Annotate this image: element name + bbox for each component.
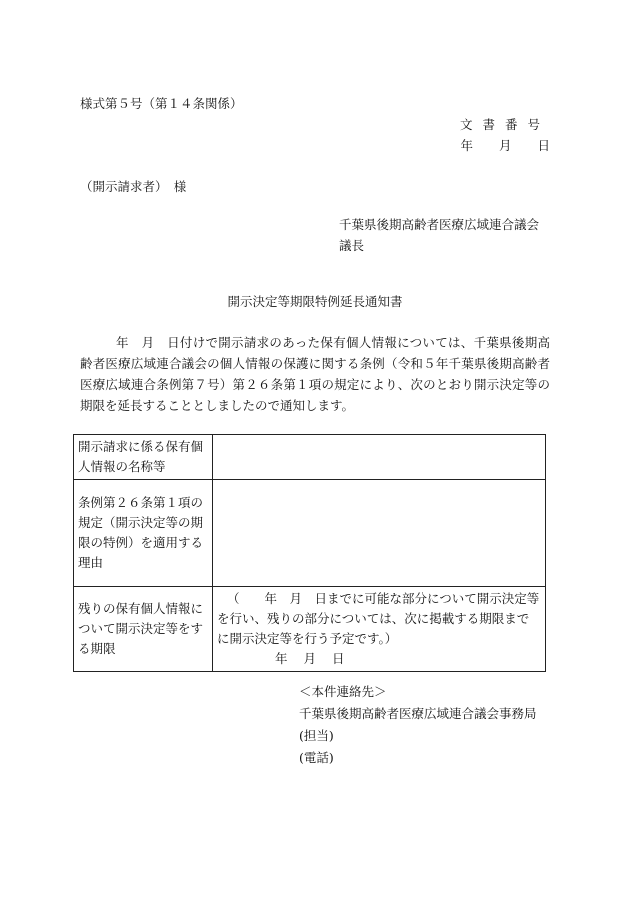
deadline-text: （ 年 月 日までに可能な部分について開示決定等を行い、残りの部分については、次に掲載する期限までに開示決定等を行う予定です。） — [217, 591, 540, 646]
contact-person: (担当) — [299, 728, 334, 743]
deadline-month: 月 — [303, 651, 317, 666]
deadline-day: 日 — [332, 651, 345, 666]
table-row — [74, 435, 546, 480]
document-title: 開示決定等期限特例延長通知書 — [227, 294, 403, 309]
sender-organization: 千葉県後期高齢者医療広域連合議会 — [339, 217, 540, 232]
row-label: 条例第２６条第１項の規定（開示決定等の期限の特例）を適用する理由 — [74, 480, 213, 587]
row-content — [213, 435, 546, 480]
issue-date — [446, 140, 550, 153]
row-label: 残りの保有個人情報について開示決定等をする期限 — [74, 587, 213, 672]
row-content — [213, 587, 546, 672]
contact-phone: (電話) — [299, 750, 334, 765]
body-paragraph: 年 月 日付けで開示請求のあった保有個人情報については、千葉県後期高齢者医療広域連合議会の個人情報の保護に関する条例（令和５年千葉県後期高齢者医療広域連合条例第７号）第２６条第１項の規定により、次のとおり開示決定等の期限を延長することとしましたので通知します。 — [80, 335, 550, 413]
table-row — [74, 587, 546, 672]
info-table — [73, 434, 546, 672]
recipient: （開示請求者） 様 — [80, 179, 187, 194]
contact-organization: 千葉県後期高齢者医療広域連合議会事務局 — [299, 706, 537, 721]
sender-title: 議長 — [339, 238, 365, 253]
row-label: 開示請求に係る保有個人情報の名称等 — [74, 435, 213, 480]
issue-date-year: 年 — [460, 138, 473, 153]
table-row — [74, 480, 546, 587]
document-number-label: 文書番号 — [459, 117, 550, 132]
deadline-date — [217, 649, 541, 669]
contact-heading: ＜本件連絡先＞ — [299, 684, 387, 699]
deadline-year: 年 — [275, 651, 288, 666]
issue-date-month: 月 — [498, 138, 512, 153]
issue-date-day: 日 — [537, 138, 550, 153]
row-content — [213, 480, 546, 587]
form-number: 様式第５号（第１４条関係） — [80, 96, 243, 111]
